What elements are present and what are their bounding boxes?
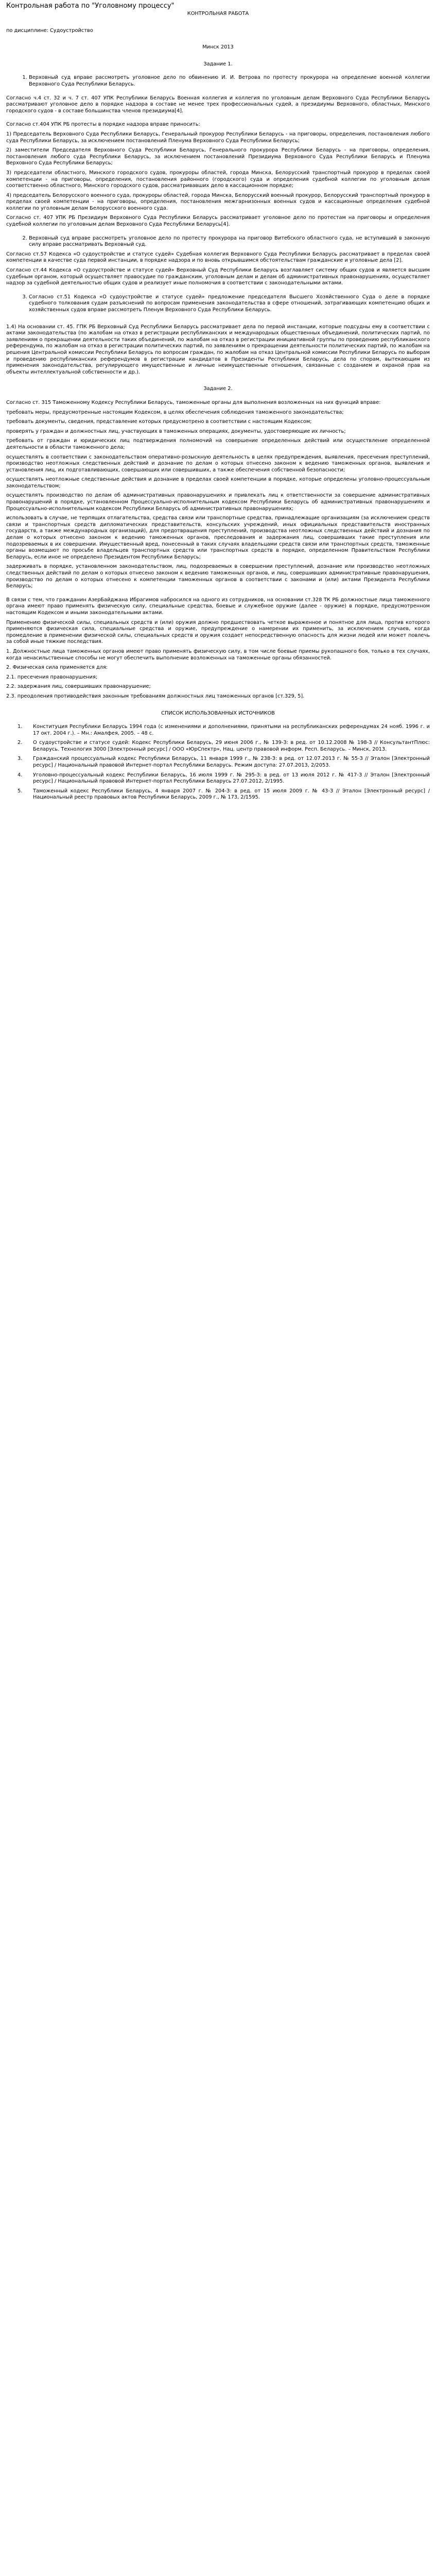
spacer <box>6 71 430 75</box>
list-item <box>6 788 430 801</box>
spacer <box>6 290 430 294</box>
task1-heading: Задание 1. <box>203 61 233 67</box>
list-item <box>6 756 430 769</box>
spacer <box>6 117 430 122</box>
source-text: Таможенный кодекс Республики Беларусь, 4 января 2007 г. № 204-З: в ред. от 15 июля 2009 г. № 43-З // Эталон [Электронный ресурс] / Национальный реестр правовых актов Республики Беларусь, 2009 г., № 173, 2/1595. <box>33 788 430 801</box>
sources-list <box>6 724 430 801</box>
task1-list-3 <box>6 294 430 314</box>
spacer <box>6 703 430 710</box>
task2-heading: Задание 2. <box>203 386 233 392</box>
task1-list-2 <box>6 235 430 248</box>
paragraph: осуществлять производство по делам об административных правонарушениях и привлекать лиц к ответственности за совершение административных правонарушений в порядке, установленном Процессуально-исполнительным кодексом Республики Беларусь об административных правонарушениях и Процессуально-исполнительным кодексом Республики Беларусь об административных правонарушениях; <box>6 493 430 512</box>
paragraph: 3) председатели областного, Минского городского судов, прокуроры областей, города Минска, Белорусский транспортный прокурор в пределах своей компетенции - на приговоры, определения, постановления районного (городского) суда и определения судебной коллегии по уголовным делам соответственно областного, Минского городского судов, рассматривавших дело в кассационном порядке; <box>6 170 430 189</box>
page-title: Контрольная работа по "Уголовному процессу" <box>6 2 175 10</box>
paragraph: Применению физической силы, специальных средств и (или) оружия должно предшествовать четкое выраженное и понятное для лица, против которого применяются физическая сила, специальные средства и оружие, предупреждение о намерении их применить, за исключением случаев, когда промедление в применении физической силы, специальных средств и оружия создает непосредственную опасность для жизни людей или может повлечь за собой иные тяжкие последствия. <box>6 619 430 645</box>
paragraph: Согласно ст.57 Кодекса «О судоустройстве и статусе судей» Судебная коллегия Верховного Суда Республики Беларусь рассматривает в пределах своей компетенции в качестве суда первой инстанции, в порядке надзора и по вновь открывшимся обстоятельствам гражданские и уголовные дела [2]. <box>6 251 430 264</box>
paragraph: осуществлять в соответствии с законодательством оперативно-розыскную деятельность в целях предупреждения, выявления, пресечения преступлений, производство неотложных следственных действий и дознание по делам о которых отнесено законом к ведению таможенных органов, выявления и установления лиц, их подготавливающих, совершающих или совершивших, а также обеспечения собственной безопасности; <box>6 454 430 473</box>
spacer <box>6 396 430 400</box>
list-item <box>6 740 430 753</box>
paragraph: требовать меры, предусмотренные настоящим Кодексом, в целях обеспечения соблюдения таможенного законодательства; <box>6 409 344 415</box>
discipline-line: по дисциплине: Судоустройство <box>6 27 93 33</box>
spacer <box>6 21 430 28</box>
list-item <box>6 724 430 737</box>
source-text: Уголовно-процессуальный кодекс Республики Беларусь, 16 июля 1999 г. № 295-З: в ред. от 13 июля 2012 г. № 417-З // Эталон [Электронный ресурс] / Национальный правовой Интернет-портал Республики Беларусь 27.07.2012, 2/1995. <box>33 772 430 785</box>
paragraph: Согласно ст.44 Кодекса «О судоустройстве и статусе судей» Верховный Суд Республики Беларусь возглавляет систему общих судов и является высшим судебным органом, который осуществляет правосудие по гражданским, уголовным делам и делам об административных правонарушениях, осуществляет надзор за судебной деятельностью общих судов и реализует иные полномочия в соответствии с законодательными актами. <box>6 267 430 286</box>
paragraph: Согласно ч.4 ст. 32 и ч. 7 ст. 407 УПК Республики Беларусь Военная коллегия и коллегия по уголовным делам Верховного Суда Республики Беларусь рассматривают уголовное дело в порядке надзора в составе не менее трех профессиональных судей, а президиумы Верховного, областных, Минского городского судов - в составе большинства членов президиума[4]. <box>6 95 430 114</box>
source-text: Конституция Республики Беларусь 1994 года (с изменениями и дополнениями, принятыми на республиканских референдумах 24 нояб. 1996 г. и 17 окт. 2004 г.). – Мн.: Амалфея, 2005. – 48 с. <box>33 724 430 736</box>
spacer <box>6 91 430 95</box>
paragraph: 2) заместители Председателя Верховного Суда Республики Беларусь, Генерального прокурора Республики Беларусь - на приговоры, определения, постановления любого суда Республики Беларусь, за исключением постановлений Президиума Верховного Суда Республики Беларусь и Пленума Верховного Суда Республики Беларусь; <box>6 147 430 166</box>
task1-item-2: 2. Верховный суд вправе рассмотреть уголовное дело по протесту прокурора на приговор Витебского областного суда, не вступивший в законную силу вправе рассматривать Верховный суд. <box>29 235 430 248</box>
paragraph: 1. Должностные лица таможенных органов имеют право применять физическую силу, в том числе боевые приемы рукопашного боя, только в тех случаях, когда ненасильственные способы не могут обеспечить выполнение возложенных на таможенные органы обязанностей. <box>6 648 430 661</box>
task1-question: 1. Верховный суд вправе рассмотреть уголовное дело по обвинению И. И. Ветрова по протесту прокурора на определение военной коллегии Верховного Суда Республики Беларусь. <box>29 75 430 88</box>
paragraph: задерживать в порядке, установленном законодательством, лиц, подозреваемых в совершении преступлений, дознание или производство неотложных следственных действий по делам о которых отнесено законом к ведению таможенных органов, и лиц, совершивших административные правонарушения, производство по делам о которых отнесено к компетенции таможенных органов в соответствии с законами и (или) актами Президента Республики Беларусь; <box>6 564 430 589</box>
paragraph: использовать в случае, не терпящих отлагательства, средства связи или транспортные средства, принадлежащие организациям (за исключением средств связи и транспортных средств дипломатических представительств, консульских учреждений, иных официальных представительств иностранных государств, а также международных организаций), для предотвращения преступлений, производства неотложных следственных действий и дознания по делам о которых отнесено законом к ведению таможенных органов, преследования и задержания лиц, совершивших такие преступления или подозреваемых в их совершении. Имущественный вред, понесенный в таких случаях владельцами средств связи или транспортных средств, таможенные органы возмещают по просьбе владельцев транспортных средств или транспортных средств в порядке, определенном Правительством Республики Беларусь, если иное не определено Президентом Республики Беларусь; <box>6 515 430 560</box>
paragraph: 2.3. преодоления противодействия законным требованиям должностных лиц таможенных органов [ст.329, 5]. <box>6 693 305 699</box>
document-page <box>0 0 436 801</box>
task1-list-1 <box>6 75 430 88</box>
spacer <box>6 720 430 724</box>
list-number: 5. <box>18 788 23 794</box>
spacer <box>6 593 430 597</box>
paragraph: 2. Физическая сила применяется для: <box>6 665 108 671</box>
paragraph: В связи с тем, что гражданин АзерБайджана Ибрагимов набросился на одного из сотрудников, на основании ст.328 ТК РБ должностные лица таможенного органа имеют право применять физическую силу, специальные средства, боевые и служебное оружие (далее - оружие) в порядке, предусмотренном настоящим Кодексом и иными законодательными актами. <box>6 597 430 616</box>
list-number: 1. <box>18 724 23 730</box>
spacer <box>6 37 430 44</box>
paragraph: Согласно ст. 315 Таможенному Кодексу Республики Беларусь, таможенные органы для выполнения возложенных на них функций вправе: <box>6 399 381 405</box>
source-text: О судоустройстве и статусе судей: Кодекс Республики Беларусь, 29 июня 2006 г., № 139-З: в ред. от 10.12.2008 № 198-З // КонсультантПлюс: Беларусь. Технология 3000 [Электронный ресурс] / ООО «ЮрСпектр», Нац. центр правовой информ. Респ. Беларусь. – Минск, 2013. <box>33 740 430 752</box>
paragraph: Согласно ст.404 УПК РБ протесты в порядке надзора вправе приносить: <box>6 122 200 128</box>
task1-item-3: 3. Согласно ст.51 Кодекса «О судоустройстве и статусе судей» предложение председателя Высшего Хозяйственного Суда о деле в порядке судебного толкования судам разъяснений по вопросам применения законодательства в сфере отношений, затрагивающих компетенцию общих и хозяйственных судов вправе рассмотреть Пленум Верховного Суда Республики Беларусь. <box>29 294 430 314</box>
paragraph: 1.4) На основании ст. 45. ГПК РБ Верховный Суд Республики Беларусь рассматривает дела по первой инстанции, которые подсудны ему в соответствии с актами законодательства (по жалобам на отказ в регистрации республиканских и международных общественных объединений, политических партий, по заявлениям о прекращении деятельности таких объединений, по жалобам на отказ в регистрации инициативной группы по проведению республиканского референдума, по жалобам на отказ в регистрации политических партий, по заявлениям о прекращении деятельности политических партий, по жалобам на решения Центральной комиссии Республики Беларусь по вопросам граждан, по жалобам на отказ Центральной комиссии Республики Беларусь по выборам и проведению республиканских референдумов в регистрации кандидатов в Президенты Республики Беларусь, дела по спорам, вытекающим из применения законодательства, регулирующего имущественные и личные неимущественные отношения, связанные с созданием и охраной прав на объекты интеллектуальной собственности и др.). <box>6 324 430 375</box>
list-item <box>6 772 430 785</box>
spacer <box>6 379 430 386</box>
paragraph: 4) председатель Белорусского военного суда, прокуроры областей, города Минска, Белорусский военный прокурор, Белорусский транспортный прокурор в пределах своей компетенции - на приговоры, определения, постановления межгарнизонных военных судов и кассационные определения судебной коллегии по уголовным делам Белорусского военного суда. <box>6 192 430 211</box>
spacer <box>6 317 430 324</box>
spacer <box>6 54 430 61</box>
paragraph: требовать документы, сведения, представление которых предусмотрено в соответствии с настоящим Кодексом; <box>6 419 312 425</box>
spacer <box>6 231 430 235</box>
list-number: 4. <box>18 772 23 778</box>
paragraph: Согласно ст. 407 УПК РБ Президиум Верховного Суда Республики Беларусь рассматривает уголовное дело по протестам на приговоры и определения судебной коллегии по уголовным делам Верховного Суда Республики Беларусь[4]. <box>6 215 430 228</box>
list-number: 2. <box>18 740 23 746</box>
paragraph: проверять у граждан и должностных лиц, участвующих в таможенных операциях, документы, удостоверяющие их личность; <box>6 428 346 434</box>
paragraph: 2.1. пресечения правонарушения; <box>6 674 98 680</box>
paragraph: 2.2. задержания лиц, совершивших правонарушение; <box>6 684 151 690</box>
paragraph: 1) Председатель Верховного Суда Республики Беларусь, Генеральный прокурор Республики Беларусь - на приговоры, определения, постановления любого суда Республики Беларусь, за исключением постановлений Пленума Верховного Суда Республики Беларусь; <box>6 131 430 144</box>
source-text: Гражданский процессуальный кодекс Республики Беларусь, 11 января 1999 г., № 238-З: в ред. от 12.07.2013 г. № 55-З // Эталон [Электронный ресурс] / Национальный правовой Интернет-портал Республики Беларусь. Режим доступа: 27.07.2013, 2/2053. <box>33 756 430 769</box>
city-year: Минск 2013 <box>202 44 234 50</box>
paragraph: требовать от граждан и юридических лиц подтверждения полномочий на совершение определенных действий или осуществление определенной деятельности в области таможенного дела; <box>6 438 430 450</box>
paragraph: осуществлять неотложные следственные действия и дознание в пределах своей компетенции в порядке, которые определены уголовно-процессуальным законодательством; <box>6 477 430 489</box>
list-number: 3. <box>18 756 23 762</box>
sources-heading: СПИСОК ИСПОЛЬЗОВАННЫХ ИСТОЧНИКОВ <box>161 710 275 716</box>
document-subtitle: КОНТРОЛЬНАЯ РАБОТА <box>187 11 249 16</box>
